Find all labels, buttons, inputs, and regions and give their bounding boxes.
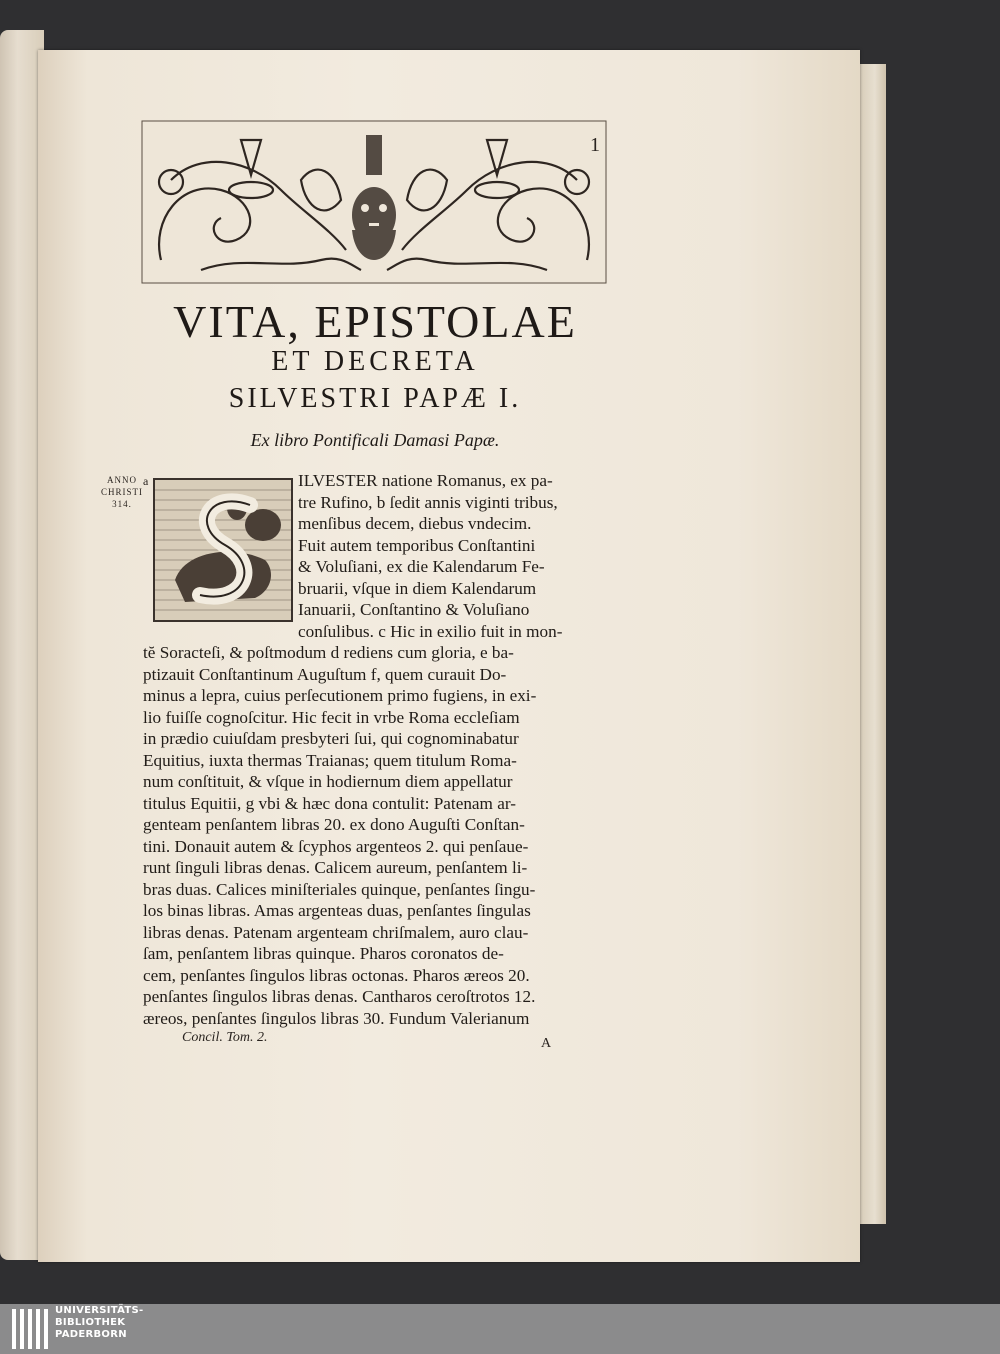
text-line: runt ſinguli libras denas. Calicem aureum, penſantem li- — [143, 858, 528, 877]
text-line: bruarii, vſque in diem Kalendarum — [298, 578, 537, 598]
text-line: libras denas. Patenam argenteam chriſmalem, auro clau- — [143, 922, 529, 942]
library-name-line: UNIVERSITÄTS- — [55, 1305, 144, 1316]
text-line: ptizauit Conſtantinum Auguſtum f, quem curauit Do- — [143, 664, 507, 684]
text-line: æreos, penſantes ſingulos libras 30. Fundum Valerianum — [143, 1008, 530, 1028]
library-name-line: BIBLIOTHEK — [55, 1317, 126, 1328]
margin-note-line: CHRISTI — [100, 487, 143, 497]
text-line: ſam, penſantem libras quinque. Pharos coronatos de- — [143, 944, 504, 963]
text-line: lio fuiſſe cognoſcitur. Hic fecit in vrbe Roma eccleſiam — [143, 707, 520, 727]
text-line: tini. Donauit autem & ſcyphos argenteos 2. qui penſaue- — [143, 836, 529, 856]
library-logo-icon — [10, 1307, 50, 1351]
library-name — [55, 1305, 144, 1341]
page-title: VITA, EPISTOLAE — [173, 296, 577, 347]
margin-note — [100, 474, 144, 510]
text-line: penſantes ſingulos libras denas. Cantharos ceroſtrotos 12. — [143, 987, 536, 1006]
library-name-line: PADERBORN — [55, 1329, 127, 1340]
text-line: Fuit autem temporibus Conſtantini — [298, 535, 536, 555]
text-line: menſibus decem, diebus vndecim. — [298, 514, 532, 533]
book-fore-edge — [858, 64, 886, 1224]
gathering-signature: A — [541, 1036, 552, 1051]
text-line: titulus Equitii, g vbi & hæc dona contulit: Patenam ar- — [143, 793, 516, 813]
text-line: tĕ Soracteſi, & poſtmodum d rediens cum gloria, e ba- — [143, 643, 514, 662]
headpiece-ornament — [141, 120, 607, 284]
ornament-engraving-icon — [141, 120, 607, 284]
text-line: ILVESTER natione Romanus, ex pa- — [298, 471, 553, 490]
text-line: & Voluſiani, ex die Kalendarum Fe- — [298, 557, 545, 576]
margin-note-line: 314. — [112, 499, 132, 509]
library-footer-bar — [0, 1304, 1000, 1354]
text-line: conſulibus. c Hic in exilio fuit in mon- — [298, 621, 563, 641]
text-line: num conſtituit, & vſque in hodiernum diem appellatur — [143, 772, 513, 791]
text-line: minus a lepra, cuius perſecutionem primo fugiens, in exi- — [143, 686, 537, 705]
text-line: Ianuarii, Conſtantino & Voluſiano — [298, 600, 530, 619]
title-line-2: ET DECRETA — [271, 346, 479, 377]
text-line: Equitius, iuxta thermas Traianas; quem titulum Roma- — [143, 750, 517, 770]
text-line: tre Rufino, b ſedit annis viginti tribus, — [298, 492, 558, 512]
title-line-3: SILVESTRI PAPÆ I. — [228, 383, 522, 414]
margin-note-line: ANNO — [107, 475, 137, 485]
signature-note: Concil. Tom. 2. — [182, 1030, 268, 1045]
text-line: genteam penſantem libras 20. ex dono Auguſti Conſtan- — [143, 815, 525, 834]
page-number: 1 — [590, 134, 600, 156]
lion-initial-icon — [155, 480, 291, 620]
note-marker: a — [143, 474, 149, 488]
historiated-initial — [153, 478, 293, 622]
subtitle: Ex libro Pontificali Damasi Papæ. — [250, 430, 500, 450]
text-line: los binas libras. Amas argenteas duas, penſantes ſingulas — [143, 901, 531, 920]
text-line: in prædio cuiuſdam presbyteri ſui, qui cognominabatur — [143, 729, 519, 748]
text-line: cem, penſantes ſingulos libras octonas. Pharos æreos 20. — [143, 965, 530, 985]
text-line: bras duas. Calices miniſteriales quinque, penſantes ſingu- — [143, 879, 536, 899]
